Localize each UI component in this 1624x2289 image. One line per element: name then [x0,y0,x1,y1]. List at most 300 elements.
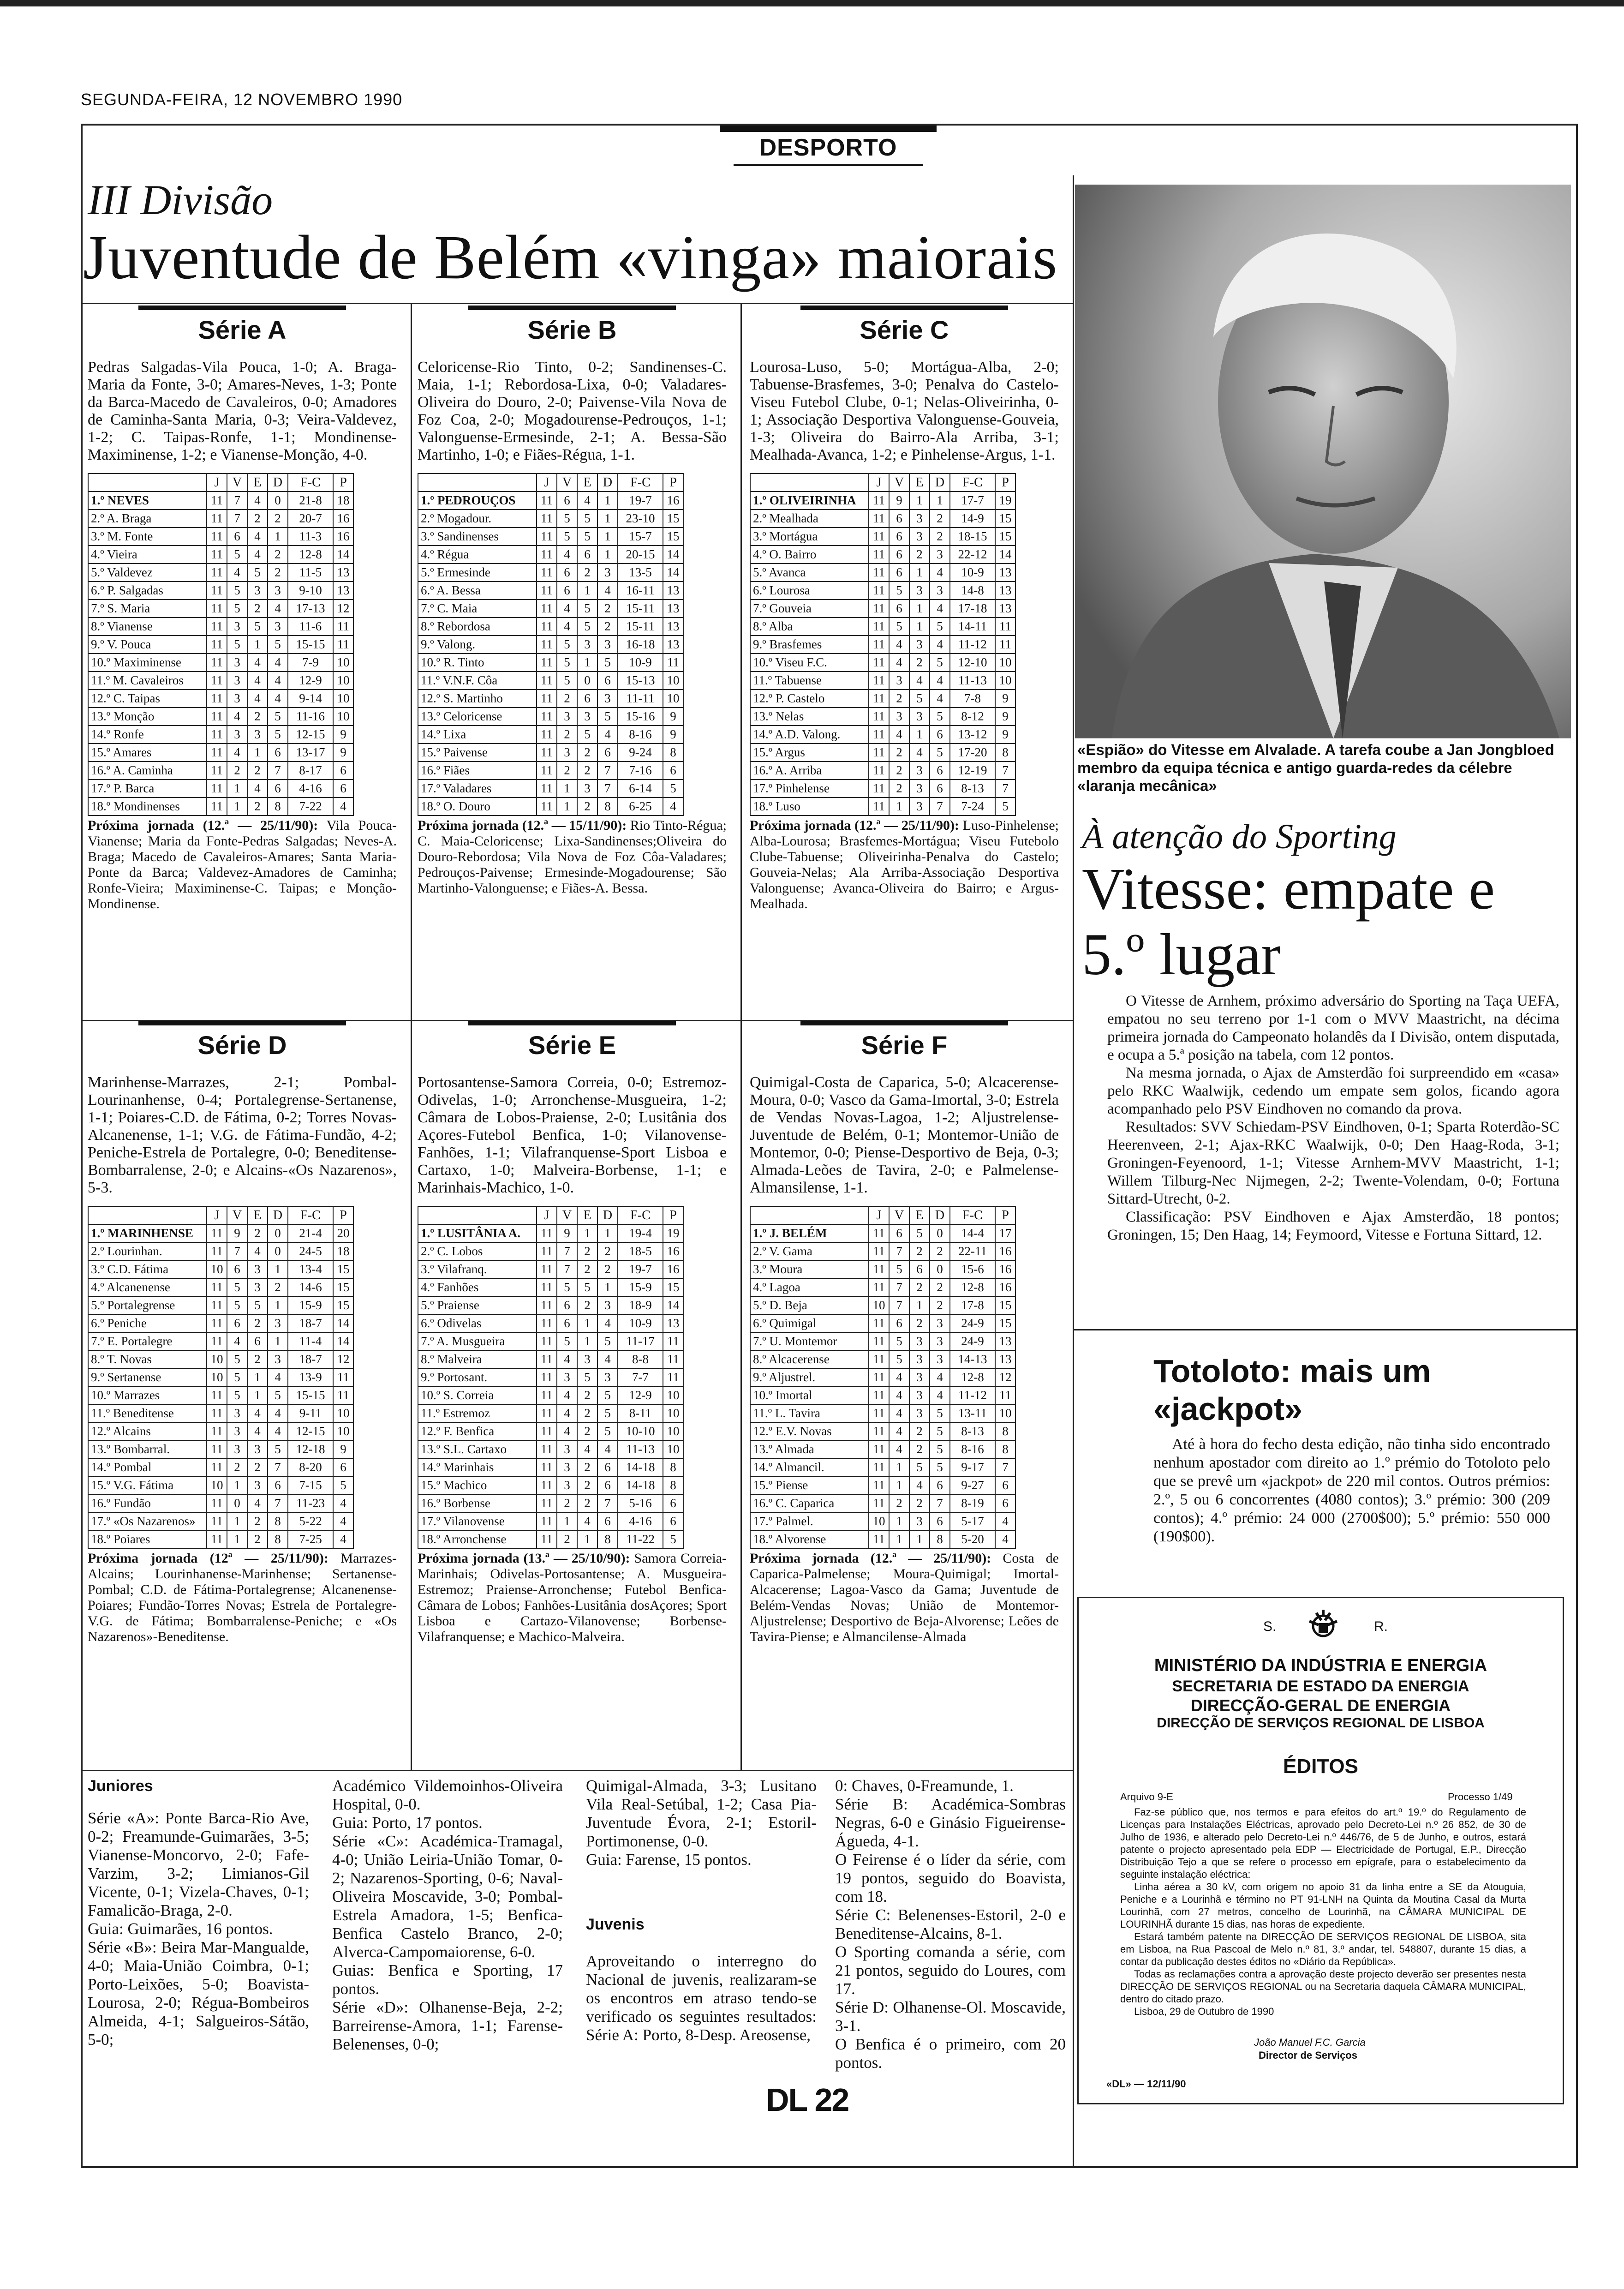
stat-cell: 4 [227,1332,247,1350]
column-header: J [207,473,227,491]
table-header-row [750,473,1015,491]
table-row [418,653,683,671]
team-cell: 13.º Monção [88,707,207,725]
next-round-text: Luso-Pinhelense; Alba-Lourosa; Brasfemes-Mortágua; Viseu Futebolo Clube-Tabuense; Oliveirinha-Penalva do Castelo; Gouveia-Nelas; Ala Arriba-Associação Desportiva Valonguense; Avanca-Oliveira do Bairro; e Argus-Mealhada. [750,818,1059,911]
team-cell: 7.º A. Musgueira [418,1332,537,1350]
team-cell: 5.º Avanca [750,563,869,581]
stat-cell: 6 [909,1260,930,1278]
stat-cell: 11 [537,1242,557,1260]
team-cell: 16.º Fundão [88,1494,207,1512]
column-header [418,473,537,491]
stat-cell: 11-4 [288,1332,333,1350]
stat-cell: 3 [557,1458,577,1476]
stat-cell: 4 [247,1494,268,1512]
stat-cell: 8 [995,743,1015,761]
team-cell: 8.º Alba [750,617,869,635]
team-cell: 2.º V. Gama [750,1242,869,1260]
stat-cell: 14 [995,545,1015,563]
team-cell: 15.º Piense [750,1476,869,1494]
stat-cell: 5 [909,689,930,707]
stat-cell: 10 [207,1476,227,1494]
stat-cell: 8 [597,797,618,815]
stat-cell: 4 [333,1512,353,1530]
stat-cell: 10-10 [618,1422,663,1440]
next-round [418,1551,727,1645]
stat-cell: 7-24 [950,797,995,815]
team-cell: 3.º Moura [750,1260,869,1278]
stat-cell: 6 [930,1512,950,1530]
team-cell: 9.º Portosant. [418,1368,537,1386]
stat-cell: 11 [869,1224,889,1242]
stat-cell: 6 [889,563,909,581]
stat-cell: 11 [869,581,889,599]
stat-cell: 7 [268,1494,288,1512]
next-round-label: Próxima jornada (12.ª — 15/11/90): [418,818,627,833]
stat-cell: 7 [995,1458,1015,1476]
stat-cell: 1 [889,797,909,815]
stat-cell: 5 [247,617,268,635]
stat-cell: 2 [247,509,268,527]
team-cell: 2.º Mealhada [750,509,869,527]
table-row [88,1386,353,1404]
stat-cell: 6 [889,509,909,527]
stat-cell: 11 [869,671,889,689]
stat-cell: 7 [227,509,247,527]
table-row [750,509,1015,527]
stat-cell: 5 [930,653,950,671]
stat-cell: 8 [663,1476,683,1494]
stat-cell: 2 [597,617,618,635]
stat-cell: 2 [577,1404,597,1422]
stat-cell: 9 [557,1224,577,1242]
stat-cell: 19-4 [618,1224,663,1242]
stat-cell: 5 [247,1296,268,1314]
stat-cell: 11 [207,1422,227,1440]
stat-cell: 5 [268,725,288,743]
stat-cell: 8-16 [618,725,663,743]
table-row [750,1278,1015,1296]
team-cell: 10.º R. Tinto [418,653,537,671]
juniores-paragraph: Série «C»: Académica-Tramagal, 4-0; União Leiria-União Tomar, 0-2; Nazarenos-Sporting, 0-6; Naval-Oliveira Moscavide, 3-0; Pombal-Estrela Amadora, 1-5; Benfica-Benfica Castelo Branco, 2-0; Alverca-Campomaiorense, 6-0. [332,1832,563,1961]
juniores-heading: Juniores [88,1777,153,1795]
stat-cell: 6 [597,671,618,689]
article-paragraph: Na mesma jornada, o Ajax de Amsterdão foi surpreendido em «casa» pelo RKC Waalwijk, cedendo um empate sem golos, ficando agora acompanhado pelo PSV Eindhoven no comando da prova. [1107,1065,1559,1117]
stat-cell: 3 [909,761,930,779]
stat-cell: 16-11 [618,581,663,599]
stat-cell: 4 [930,635,950,653]
stat-cell: 5 [663,1530,683,1548]
stat-cell: 7-16 [618,761,663,779]
stat-cell: 12-8 [288,545,333,563]
stat-cell: 5 [227,1368,247,1386]
stat-cell: 2 [247,1224,268,1242]
stat-cell: 4 [247,491,268,509]
stat-cell: 4 [930,1386,950,1404]
column-header: D [597,473,618,491]
stat-cell: 4 [268,1404,288,1422]
column-header: E [577,473,597,491]
stat-cell: 11 [207,689,227,707]
team-cell: 16.º A. Arriba [750,761,869,779]
stat-cell: 4 [597,725,618,743]
stat-cell: 2 [930,1296,950,1314]
stat-cell: 15-6 [950,1260,995,1278]
team-cell: 12.º Alcains [88,1422,207,1440]
editos-paragraph: Todas as reclamações contra a aprovação deste projecto deverão ser presentes nesta DIRECÇÃO DE SERVIÇOS REGIONAL ou na Secretaria daquela CÂMARA MUNICIPAL, dentro do citado prazo. [1120,1968,1526,2005]
stat-cell: 3 [597,563,618,581]
stat-cell: 11-12 [950,1386,995,1404]
stat-cell: 6 [557,563,577,581]
column-header: F-C [618,1206,663,1224]
stat-cell: 3 [227,653,247,671]
team-cell: 15.º V.G. Fátima [88,1476,207,1494]
stat-cell: 11 [869,1278,889,1296]
top-rule [0,0,1624,6]
stat-cell: 7 [597,779,618,797]
team-cell: 4.º Régua [418,545,537,563]
team-cell: 1.º NEVES [88,491,207,509]
team-cell: 9.º V. Pouca [88,635,207,653]
stat-cell: 13 [333,581,353,599]
stat-cell: 5 [597,1404,618,1422]
stat-cell: 7-22 [288,797,333,815]
table-row [88,599,353,617]
stat-cell: 11 [207,599,227,617]
stat-cell: 4 [557,545,577,563]
stat-cell: 11 [869,653,889,671]
stat-cell: 6-14 [618,779,663,797]
stat-cell: 11 [869,1332,889,1350]
stat-cell: 4 [227,743,247,761]
stat-cell: 24-9 [950,1332,995,1350]
editos-title: ÉDITOS [1283,1755,1358,1778]
stat-cell: 8-11 [618,1404,663,1422]
stat-cell: 11 [869,1476,889,1494]
stat-cell: 10 [663,1386,683,1404]
stat-cell: 17-18 [950,599,995,617]
stat-cell: 3 [247,1260,268,1278]
serie-bar [468,306,676,310]
stat-cell: 4 [995,1512,1015,1530]
team-cell: 12.º C. Taipas [88,689,207,707]
standings-table [418,473,684,816]
stat-cell: 15 [333,1260,353,1278]
table-row [418,1242,683,1260]
stat-cell: 7 [227,1242,247,1260]
stat-cell: 7 [889,1296,909,1314]
stat-cell: 17-7 [950,491,995,509]
table-row [418,725,683,743]
stat-cell: 2 [247,707,268,725]
stat-cell: 1 [909,563,930,581]
team-cell: 2.º Mogadour. [418,509,537,527]
team-cell: 17.º Vilanovense [418,1512,537,1530]
standings-table [750,1206,1016,1549]
stat-cell: 6 [333,779,353,797]
stat-cell: 3 [268,617,288,635]
next-round-label: Próxima jornada (12.ª — 25/11/90): [750,1551,991,1566]
stat-cell: 0 [268,491,288,509]
stat-cell: 4 [889,1368,909,1386]
stat-cell: 6 [227,1260,247,1278]
stat-cell: 1 [909,1530,930,1548]
stat-cell: 1 [909,491,930,509]
stat-cell: 1 [247,743,268,761]
stat-cell: 20-7 [288,509,333,527]
stat-cell: 6 [930,1476,950,1494]
stat-cell: 1 [247,1368,268,1386]
stat-cell: 1 [247,635,268,653]
stat-cell: 4 [909,671,930,689]
table-row [418,1314,683,1332]
stat-cell: 4 [247,527,268,545]
stat-cell: 5 [268,1440,288,1458]
team-cell: 2.º Lourinhan. [88,1242,207,1260]
stat-cell: 6 [889,1224,909,1242]
stat-cell: 2 [577,1242,597,1260]
stat-cell: 8 [663,1458,683,1476]
stat-cell: 5 [577,1368,597,1386]
stat-cell: 14-13 [950,1350,995,1368]
stat-cell: 11 [869,707,889,725]
stat-cell: 11 [537,707,557,725]
stat-cell: 9 [995,725,1015,743]
stat-cell: 2 [577,761,597,779]
stat-cell: 5-16 [618,1494,663,1512]
table-row [88,635,353,653]
team-cell: 12.º P. Castelo [750,689,869,707]
stat-cell: 2 [557,1494,577,1512]
stat-cell: 13-5 [618,563,663,581]
stat-cell: 1 [577,653,597,671]
column-header: F-C [618,473,663,491]
stat-cell: 3 [227,1404,247,1422]
stat-cell: 12-8 [950,1368,995,1386]
stat-cell: 10 [663,1422,683,1440]
stat-cell: 11 [869,689,889,707]
table-row [88,653,353,671]
stat-cell: 3 [597,689,618,707]
column-header: J [537,1206,557,1224]
stat-cell: 8 [268,797,288,815]
table-row [88,707,353,725]
sr-right: R. [1374,1619,1388,1634]
stat-cell: 2 [557,689,577,707]
stat-cell: 5 [557,671,577,689]
stat-cell: 6 [247,1332,268,1350]
team-cell: 13.º Almada [750,1440,869,1458]
stat-cell: 10 [333,1422,353,1440]
stat-cell: 1 [577,1224,597,1242]
table-row [418,1458,683,1476]
stat-cell: 18-15 [950,527,995,545]
stat-cell: 5 [557,635,577,653]
stat-cell: 11 [537,1476,557,1494]
stat-cell: 14 [333,545,353,563]
stat-cell: 4 [577,1440,597,1458]
team-cell: 6.º Lourosa [750,581,869,599]
stat-cell: 9 [227,1224,247,1242]
stat-cell: 11-12 [950,635,995,653]
column-header [88,473,207,491]
stat-cell: 9 [333,725,353,743]
stat-cell: 11 [869,545,889,563]
stat-cell: 5 [227,599,247,617]
stat-cell: 11 [207,491,227,509]
juvenis-paragraph: O Sporting comanda a série, com 21 pontos, seguido do Loures, com 17. [835,1943,1066,1998]
team-cell: 16.º Fiães [418,761,537,779]
stat-cell: 2 [247,1350,268,1368]
stat-cell: 4 [227,707,247,725]
stat-cell: 11 [869,1530,889,1548]
next-round-label: Próxima jornada (12ª — 25/11/90): [88,1551,328,1566]
team-cell: 7.º U. Montemor [750,1332,869,1350]
table-row [88,509,353,527]
stat-cell: 2 [889,743,909,761]
serie-title: Série A [198,315,287,344]
stat-cell: 1 [597,1278,618,1296]
stat-cell: 16-18 [618,635,663,653]
stat-cell: 11 [537,689,557,707]
stat-cell: 15-15 [288,635,333,653]
column-header: E [909,473,930,491]
stat-cell: 11 [207,743,227,761]
stat-cell: 12 [995,1368,1015,1386]
column-header: D [930,1206,950,1224]
stat-cell: 1 [227,1512,247,1530]
stat-cell: 1 [268,527,288,545]
stat-cell: 8-16 [950,1440,995,1458]
stat-cell: 5 [909,1458,930,1476]
stat-cell: 4 [557,1404,577,1422]
stat-cell: 10 [663,671,683,689]
serie-results: Celoricense-Rio Tinto, 0-2; Sandinenses-C. Maia, 1-1; Rebordosa-Lixa, 0-0; Valadares-Oliveira do Douro, 2-0; Paivense-Vila Nova de Foz Coa, 2-0; Mogadourense-Pedrouços, 1-1; Valonguense-Ermesinde, 2-1; A. Bessa-São Martinho, 1-0; e Fiães-Régua, 1-1. [418,359,727,463]
stat-cell: 2 [557,1530,577,1548]
stat-cell: 11 [537,1368,557,1386]
stat-cell: 11 [207,1224,227,1242]
serie-bar [138,1021,346,1025]
stat-cell: 3 [227,1422,247,1440]
stat-cell: 11 [537,743,557,761]
juniores-col1 [88,1777,309,2049]
stat-cell: 12-19 [950,761,995,779]
stat-cell: 2 [247,1458,268,1476]
stat-cell: 13-4 [288,1260,333,1278]
stat-cell: 11 [207,1332,227,1350]
stat-cell: 3 [909,1368,930,1386]
stat-cell: 24-9 [950,1314,995,1332]
team-cell: 7.º C. Maia [418,599,537,617]
stat-cell: 11 [869,491,889,509]
juniores-paragraph: Guia: Guimarães, 16 pontos. [88,1920,273,1938]
team-cell: 5.º D. Beja [750,1296,869,1314]
stat-cell: 4 [247,671,268,689]
table-row [88,1368,353,1386]
team-cell: 14.º Lixa [418,725,537,743]
stat-cell: 3 [557,1368,577,1386]
stat-cell: 11 [537,491,557,509]
stat-cell: 11 [537,599,557,617]
team-cell: 7.º S. Maria [88,599,207,617]
column-header: J [869,473,889,491]
stat-cell: 22-11 [950,1242,995,1260]
team-cell: 11.º Estremoz [418,1404,537,1422]
stat-cell: 5 [577,617,597,635]
stat-cell: 1 [909,725,930,743]
serie-d [88,1021,397,1645]
column-header: F-C [288,473,333,491]
team-cell: 17.º Valadares [418,779,537,797]
stat-cell: 11 [537,797,557,815]
stat-cell: 13 [663,581,683,599]
standings-table [88,1206,354,1549]
stat-cell: 8-12 [950,707,995,725]
stat-cell: 6 [557,1296,577,1314]
juvenis-paragraph: 0: Chaves, 0-Freamunde, 1. [835,1777,1014,1795]
stat-cell: 8 [995,1422,1015,1440]
stat-cell: 2 [597,599,618,617]
team-cell: 1.º LUSITÂNIA A. [418,1224,537,1242]
stat-cell: 1 [889,1530,909,1548]
stat-cell: 2 [227,761,247,779]
team-cell: 15.º Paivense [418,743,537,761]
stat-cell: 5 [930,1440,950,1458]
stat-cell: 6 [663,761,683,779]
stat-cell: 11 [207,1314,227,1332]
stat-cell: 6 [227,1314,247,1332]
stat-cell: 4 [557,1386,577,1404]
directorate-name: DIRECÇÃO-GERAL DE ENERGIA [1190,1696,1451,1715]
stat-cell: 7-7 [618,1368,663,1386]
stat-cell: 11 [995,1386,1015,1404]
stat-cell: 6 [268,779,288,797]
stat-cell: 4 [557,617,577,635]
column-header: E [247,473,268,491]
stat-cell: 11 [333,1368,353,1386]
column-header: V [557,1206,577,1224]
column-header: V [227,473,247,491]
stat-cell: 3 [930,1314,950,1332]
table-row [88,1296,353,1314]
stat-cell: 7 [597,1494,618,1512]
next-round [88,818,397,912]
stat-cell: 2 [577,743,597,761]
stat-cell: 3 [909,1386,930,1404]
stat-cell: 11 [333,635,353,653]
team-cell: 11.º M. Cavaleiros [88,671,207,689]
stat-cell: 16 [663,1260,683,1278]
column-header: J [537,473,557,491]
editos-paragraph: Estará também patente na DIRECÇÃO DE SERVIÇOS REGIONAL DE LISBOA, sita em Lisboa, na Rua Pascoal de Melo n.º 81, 3.º andar, tel. 548807, durante 15 dias, a contar da publicação destes éditos no «Diário da República». [1120,1931,1526,1967]
stat-cell: 15-7 [618,527,663,545]
table-row [88,1350,353,1368]
stat-cell: 1 [557,1512,577,1530]
stat-cell: 7-25 [288,1530,333,1548]
stat-cell: 0 [268,1224,288,1242]
stat-cell: 5 [930,707,950,725]
stat-cell: 11 [869,1494,889,1512]
team-cell: 11.º V.N.F. Côa [418,671,537,689]
stat-cell: 15 [333,1296,353,1314]
team-cell: 5.º Ermesinde [418,563,537,581]
sr-left: S. [1263,1619,1277,1634]
team-cell: 17.º Pinhelense [750,779,869,797]
stat-cell: 7-9 [288,653,333,671]
sidebar-divider [1074,1329,1577,1330]
stat-cell: 15 [995,1296,1015,1314]
stat-cell: 9-24 [618,743,663,761]
table-row [88,671,353,689]
